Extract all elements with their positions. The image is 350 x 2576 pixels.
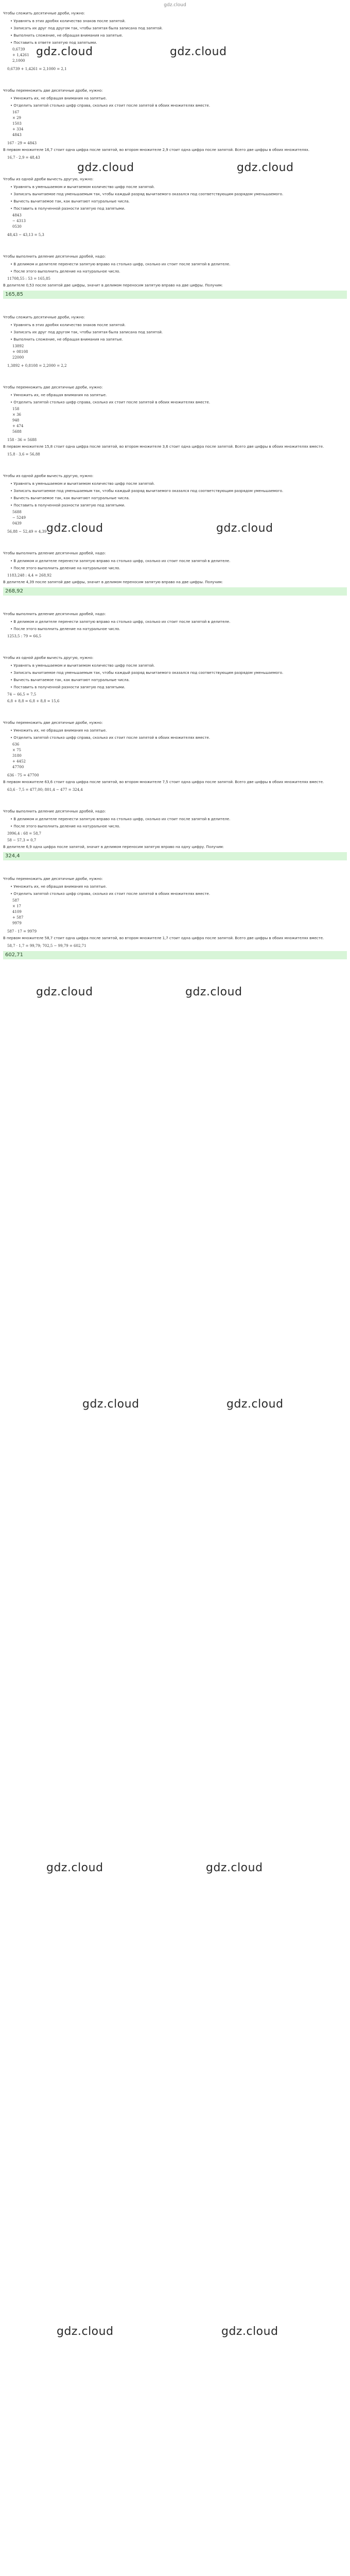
column-calculation [12,406,347,435]
rule-item: • Поставить в полученной разности запятую под запятыми. [10,502,347,509]
rule-item: • После этого выполнить деление на натуральное число. [10,823,347,829]
rule-item: • Записать вычитаемое под уменьшаемым так, чтобы каждый разряд вычитаемого оказался под соответствующим разрядом уменьшаемого. [10,488,347,494]
rule-item: • Отделить запятой столько цифр справа, сколько их стоит после запятой в обоих множителях вместе. [10,735,347,741]
answer-highlight: 165,85 [3,291,347,299]
final-result: 63,6 · 7,5 = 477,00; 801,4 − 477 = 324,4 [7,788,83,792]
final-result: 15,8 · 3,6 = 56,88 [7,452,40,456]
rule-item: • После этого выполнить деление на натуральное число. [10,565,347,571]
solution-step-block [3,384,347,457]
calc-row: × 75 [12,748,21,752]
explanation-note: В первом множителе 16,7 стоит одна цифра после запятой, во втором множителе 2,9 стоит одна цифра после запятой. Всего две цифры в обоих множителях. [3,148,310,152]
rule-item: • Отделить запятой столько цифр справа, сколько их стоит после запятой в обоих множителях вместе. [10,103,347,109]
rule-item: • Уравнять в уменьшаемом и вычитаемом количество цифр после запятой. [10,663,347,669]
rule-item: • Выполнить сложение, не обращая внимания на запятые. [10,336,347,343]
solution-step-block [3,720,347,793]
answer-highlight: 602,71 [3,951,347,959]
watermark: gdz.cloud [77,161,134,174]
calc-row: 636 [12,742,20,747]
watermark: gdz.cloud [185,986,242,998]
calc-row: × 36 [12,413,21,417]
result-line: 48,43 − 43,13 = 5,3 [7,233,44,237]
calc-row: 167 [12,110,20,114]
result-line: 6,8 + 8,8 = 6,8 + 8,8 = 15,6 [7,699,60,703]
calc-row: 0439 [12,521,22,526]
step-intro: Чтобы выполнить деление десятичных дробей, надо: [3,255,106,259]
watermark: gdz.cloud [206,1861,263,1874]
column-calculation [12,110,347,138]
solution-step-block [3,611,347,639]
calc-row: 948 [12,418,20,422]
calc-row: + 1,4261 [12,53,29,57]
result-line: 1253,5 : 79 = 66,5 [7,634,42,638]
step-intro: Чтобы перемножить две десятичные дроби, нужно: [3,877,103,881]
calc-row: 4843 [12,133,22,137]
result-line: 0,6739 + 1,4261 = 2,1000 = 2,1 [7,67,67,71]
result-line: 158 · 36 = 5688 [7,438,37,442]
watermark: gdz.cloud [237,161,294,174]
rule-item: • Вычесть вычитаемое так, как вычитают натуральные числа. [10,495,347,501]
final-result: 58,7 · 1,7 = 99,79; 702,5 − 99,79 = 602,71 [7,944,86,948]
result-line: 167 · 29 = 4843 [7,141,37,145]
watermark: gdz.cloud [57,2325,114,2338]
explanation-note: В первом множителе 15,8 стоит одна цифра после запятой, во втором множителе 3,6 стоит одна цифра после запятой. Всего две цифры в обоих множителях вместе. [3,445,324,449]
calc-row: 4843 [12,213,22,217]
calc-row: + 08108 [12,350,28,354]
solution-step-block [3,655,347,704]
step-intro: Чтобы из одной дроби вычесть другую, нужно: [3,177,94,181]
explanation-note: В делителе 4,39 после запятой две цифры, значит в делимом переносим запятую вправо на две цифры. Получим: [3,580,223,584]
result-line: 1,3892 + 0,8108 = 2,2000 = 2,2 [7,364,67,368]
rule-item: • Умножить их, не обращая внимания на запятые. [10,95,347,101]
rule-item: • Записать вычитаемое под уменьшаемым так, чтобы каждый разряд вычитаемого оказался под соответствующим разрядом уменьшаемого. [10,670,347,676]
calc-row: 5688 [12,430,22,434]
solution-step-block [3,10,347,72]
rule-item: • Умножить их, не обращая внимания на запятые. [10,392,347,398]
calc-row: 9979 [12,921,22,925]
watermark: gdz.cloud [82,1398,139,1411]
solution-step-block [3,876,347,959]
explanation-note: В делителе 0,53 после запятой две цифры, значит в делимом переносим запятую вправо на две цифры. Получим: [3,283,223,287]
rule-item: • Уравнять в уменьшаемом и вычитаемом количество цифр после запятой. [10,184,347,190]
calc-row: 3180 [12,754,22,758]
step-intro: Чтобы из одной дроби вычесть другую, нужно: [3,474,94,478]
calc-row: + 474 [12,424,24,428]
watermark: gdz.cloud [216,522,273,535]
rule-item: • Поставить в полученной разности запятую под запятыми. [10,206,347,212]
result-line: 11708,55 : 53 = 165,85 [7,277,50,281]
column-calculation [12,344,347,361]
step-intro: Чтобы перемножить две десятичные дроби, нужно: [3,89,103,93]
rule-item: • Отделить запятой столько цифр справа, сколько их стоит после запятой в обоих множителях вместе. [10,399,347,405]
calc-row: + 4452 [12,759,26,764]
calc-row: + 334 [12,127,24,131]
calc-row: 0530 [12,225,22,229]
step-intro: Чтобы сложить десятичные дроби, нужно: [3,11,85,15]
step-intro: Чтобы перемножить две десятичные дроби, нужно: [3,721,103,725]
watermark: gdz.cloud [170,45,227,58]
calc-row: 22000 [12,355,24,360]
rule-item: • Уравнять в уменьшаемом и вычитаемом количество цифр после запятой. [10,481,347,487]
calc-row: + 587 [12,916,24,920]
calc-row: − 4313 [12,219,26,223]
watermark: gdz.cloud [46,522,103,535]
calc-row: × 29 [12,116,21,120]
result-line: 74 − 66,5 = 7,5 [7,692,37,697]
watermark: gdz.cloud [46,1861,103,1874]
calc-row: 5688 [12,510,22,514]
calc-row: 587 [12,899,20,903]
rule-item: • В делимом и делителе перенести запятую вправо на столько цифр, сколько их стоит после запятой в делителе. [10,558,347,564]
solution-step-block [3,314,347,369]
result-line: 58 − 57,3 = 0,7 [7,838,37,842]
answer-highlight: 268,92 [3,587,347,596]
solution-step-block [3,88,347,161]
solution-content [3,10,347,975]
step-intro: Чтобы выполнить деление десятичных дробей, надо: [3,551,106,555]
rule-item: • Уравнять в этих дробях количество знаков после запятой. [10,18,347,24]
explanation-note: В первом множителе 58,7 стоит одна цифра после запятой, во втором множителе 1,7 стоит одна цифра после запятой. Всего две цифры в обоих множителях вместе. [3,936,324,940]
rule-item: • Вычесть вычитаемое так, как вычитают натуральные числа. [10,198,347,205]
rule-item: • В делимом и делителе перенести запятую вправо на столько цифр, сколько их стоит после запятой в делителе. [10,619,347,625]
watermark: gdz.cloud [36,45,93,58]
explanation-note: В первом множителе 63,6 стоит одна цифра после запятой, во втором множителе 7,5 стоит одна цифра после запятой. Всего две цифры в обоих множителях вместе. [3,780,324,784]
rule-item: • Записать их друг под другом так, чтобы запятая была записана под запятой. [10,329,347,335]
solution-step-block [3,808,347,860]
calc-row: 0,6739 [12,47,25,52]
step-intro: Чтобы выполнить деление десятичных дробей, надо: [3,809,106,814]
calc-row: 158 [12,407,20,411]
result-line: 587 · 17 = 9979 [7,929,37,934]
result-line: 1183,248 : 4,4 = 268,92 [7,573,52,578]
calc-row: 47700 [12,765,24,769]
watermark: gdz.cloud [221,2325,278,2338]
result-line: 3996,4 : 68 = 58,7 [7,832,42,836]
rule-item: • Умножить их, не обращая внимания на запятые. [10,727,347,734]
calc-row: 13892 [12,344,24,348]
rule-item: • После этого выполнить деление на натуральное число. [10,626,347,632]
rule-item: • В делимом и делителе перенести запятую вправо на столько цифр, сколько их стоит после запятой в делителе. [10,261,347,267]
solution-step-block [3,550,347,596]
step-intro: Чтобы перемножить две десятичные дроби, нужно: [3,385,103,389]
column-calculation [12,213,347,230]
calc-row: − 5249 [12,516,26,520]
rule-item: • В делимом и делителе перенести запятую вправо на столько цифр, сколько их стоит после запятой в делителе. [10,816,347,822]
watermark: gdz.cloud [36,986,93,998]
calc-row: 1503 [12,122,22,126]
result-line: 56,88 − 52,49 = 4,39 [7,530,47,534]
calc-row: 2,1000 [12,59,25,63]
final-result: 16,7 · 2,9 = 48,43 [7,156,40,160]
step-intro: Чтобы выполнить деление десятичных дробей, надо: [3,612,106,616]
column-calculation [12,898,347,926]
calc-row: × 17 [12,904,21,908]
step-intro: Чтобы сложить десятичные дроби, нужно: [3,315,85,319]
rule-item: • Вычесть вычитаемое так, как вычитают натуральные числа. [10,677,347,683]
rule-item: • Отделить запятой столько цифр справа, сколько их стоит после запятой в обоих множителях вместе. [10,891,347,897]
rule-item: • Поставить в полученной разности запятую под запятыми. [10,684,347,690]
result-line: 636 · 75 = 47700 [7,773,39,777]
solution-step-block [3,176,347,238]
rule-item: • Умножить их, не обращая внимания на запятые. [10,884,347,890]
site-brand[interactable]: gdz.cloud [164,3,186,8]
column-calculation [12,742,347,770]
explanation-note: В делителе 6,9 одна цифра после запятой, значит в делимом переносим запятую вправо на одну цифру. Получим: [3,845,224,849]
watermark: gdz.cloud [226,1398,284,1411]
rule-item: • После этого выполнить деление на натуральное число. [10,268,347,275]
step-intro: Чтобы из одной дроби вычесть другую, нужно: [3,656,94,660]
rule-item: • Выполнить сложение, не обращая внимания на запятые. [10,32,347,39]
calc-row: 4109 [12,910,22,914]
solution-step-block [3,253,347,299]
rule-item: • Поставить в ответе запятую под запятыми. [10,40,347,46]
rule-item: • Записать вычитаемое под уменьшаемым так, чтобы каждый разряд вычитаемого оказался под соответствующим разрядом уменьшаемого. [10,191,347,197]
rule-item: • Уравнять в этих дробях количество знаков после запятой. [10,322,347,328]
rule-item: • Записать их друг под другом так, чтобы запятая была записана под запятой. [10,25,347,31]
answer-highlight: 324,4 [3,852,347,860]
